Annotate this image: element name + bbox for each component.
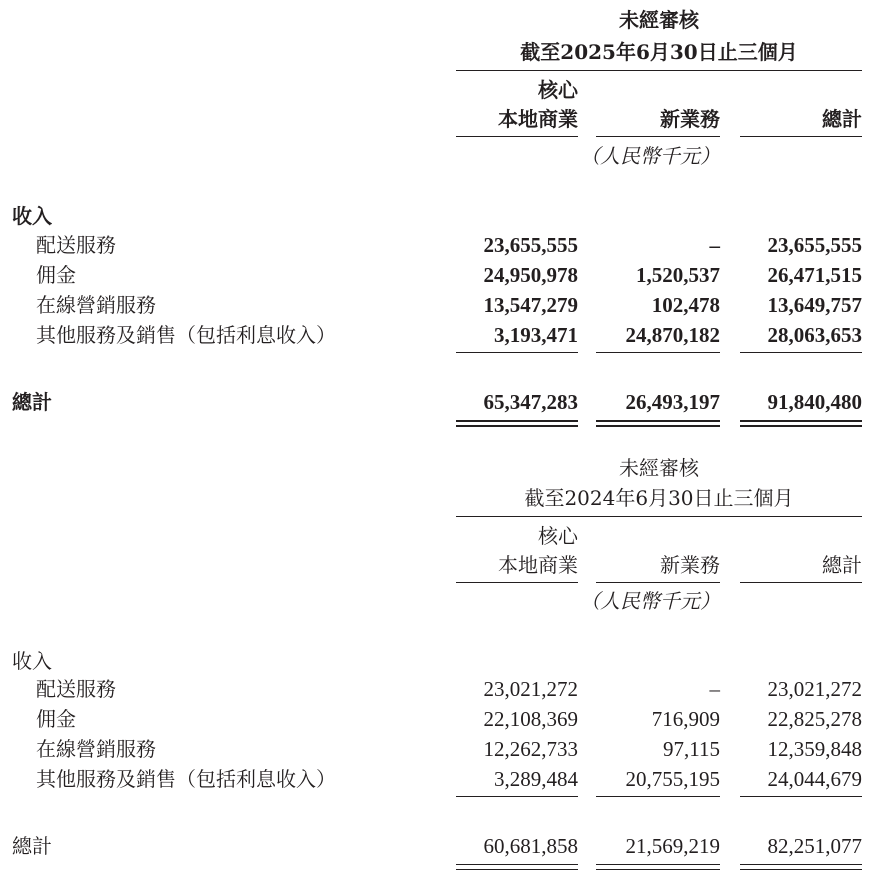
new-value: 1,520,537 xyxy=(636,263,720,287)
core-value: 24,950,978 xyxy=(483,263,578,287)
row-label: 配送服務 xyxy=(36,233,116,257)
double-rule-bottom xyxy=(456,869,578,870)
subtotal-rule xyxy=(596,796,720,797)
new-total: 21,569,219 xyxy=(625,834,720,858)
new-value: 97,115 xyxy=(663,737,720,761)
audit-label: 未經審核 xyxy=(619,456,699,480)
subtotal-rule xyxy=(456,796,578,797)
double-rule-bottom xyxy=(596,425,720,427)
double-rule-bottom xyxy=(740,425,862,427)
unit-label: （人民幣千元） xyxy=(580,589,720,613)
col-header-new: 新業務 xyxy=(660,107,720,131)
double-rule-bottom xyxy=(596,869,720,870)
core-total: 65,347,283 xyxy=(483,390,578,414)
double-rule-bottom xyxy=(456,425,578,427)
total-label: 總計 xyxy=(12,390,52,414)
period-underline xyxy=(456,516,862,517)
row-label: 其他服務及銷售（包括利息收入） xyxy=(36,323,336,347)
subtotal-rule xyxy=(456,352,578,353)
core-value: 12,262,733 xyxy=(483,737,578,761)
double-rule-top xyxy=(456,864,578,865)
core-header-underline xyxy=(456,136,578,137)
audit-label: 未經審核 xyxy=(619,8,699,32)
new-total: 26,493,197 xyxy=(625,390,720,414)
core-value: 23,021,272 xyxy=(483,677,578,701)
double-rule-top xyxy=(596,420,720,422)
total-value: 23,655,555 xyxy=(767,233,862,257)
total-header-underline xyxy=(740,136,862,137)
total-value: 24,044,679 xyxy=(767,767,862,791)
core-value: 22,108,369 xyxy=(483,707,578,731)
core-value: 13,547,279 xyxy=(483,293,578,317)
double-rule-top xyxy=(740,420,862,422)
col-header-core-line1: 核心 xyxy=(538,524,578,548)
new-value: 102,478 xyxy=(651,293,720,317)
col-header-core-line1: 核心 xyxy=(538,78,578,102)
unit-label: （人民幣千元） xyxy=(580,144,720,168)
subtotal-rule xyxy=(740,796,862,797)
double-rule-top xyxy=(740,864,862,865)
total-value: 28,063,653 xyxy=(767,323,862,347)
total-value: 26,471,515 xyxy=(767,263,862,287)
total-label: 總計 xyxy=(12,834,52,858)
row-label: 其他服務及銷售（包括利息收入） xyxy=(36,767,336,791)
grand-total: 82,251,077 xyxy=(767,834,862,858)
row-label: 佣金 xyxy=(36,707,76,731)
double-rule-top xyxy=(456,420,578,422)
col-header-total: 總計 xyxy=(822,553,862,577)
col-header-core-line2: 本地商業 xyxy=(498,553,578,577)
period-underline xyxy=(456,70,862,71)
grand-total: 91,840,480 xyxy=(767,390,862,414)
revenue-heading: 收入 xyxy=(12,204,52,228)
revenue-heading: 收入 xyxy=(12,649,52,673)
new-value: – xyxy=(709,233,720,257)
core-header-underline xyxy=(456,582,578,583)
new-value: – xyxy=(709,677,720,701)
new-header-underline xyxy=(596,582,720,583)
period-label: 截至2024年6月30日止三個月 xyxy=(524,486,794,510)
new-value: 24,870,182 xyxy=(625,323,720,347)
col-header-core-line2: 本地商業 xyxy=(498,107,578,131)
core-total: 60,681,858 xyxy=(483,834,578,858)
row-label: 配送服務 xyxy=(36,677,116,701)
total-value: 22,825,278 xyxy=(767,707,862,731)
core-value: 3,289,484 xyxy=(494,767,578,791)
total-value: 23,021,272 xyxy=(767,677,862,701)
total-value: 12,359,848 xyxy=(767,737,862,761)
core-value: 3,193,471 xyxy=(494,323,578,347)
new-value: 716,909 xyxy=(651,707,720,731)
subtotal-rule xyxy=(740,352,862,353)
double-rule-top xyxy=(596,864,720,865)
row-label: 佣金 xyxy=(36,263,76,287)
subtotal-rule xyxy=(596,352,720,353)
col-header-new: 新業務 xyxy=(660,553,720,577)
row-label: 在線營銷服務 xyxy=(36,737,156,761)
col-header-total: 總計 xyxy=(822,107,862,131)
new-header-underline xyxy=(596,136,720,137)
period-label: 截至2025年6月30日止三個月 xyxy=(520,40,798,64)
row-label: 在線營銷服務 xyxy=(36,293,156,317)
core-value: 23,655,555 xyxy=(483,233,578,257)
total-header-underline xyxy=(740,582,862,583)
total-value: 13,649,757 xyxy=(767,293,862,317)
new-value: 20,755,195 xyxy=(625,767,720,791)
double-rule-bottom xyxy=(740,869,862,870)
